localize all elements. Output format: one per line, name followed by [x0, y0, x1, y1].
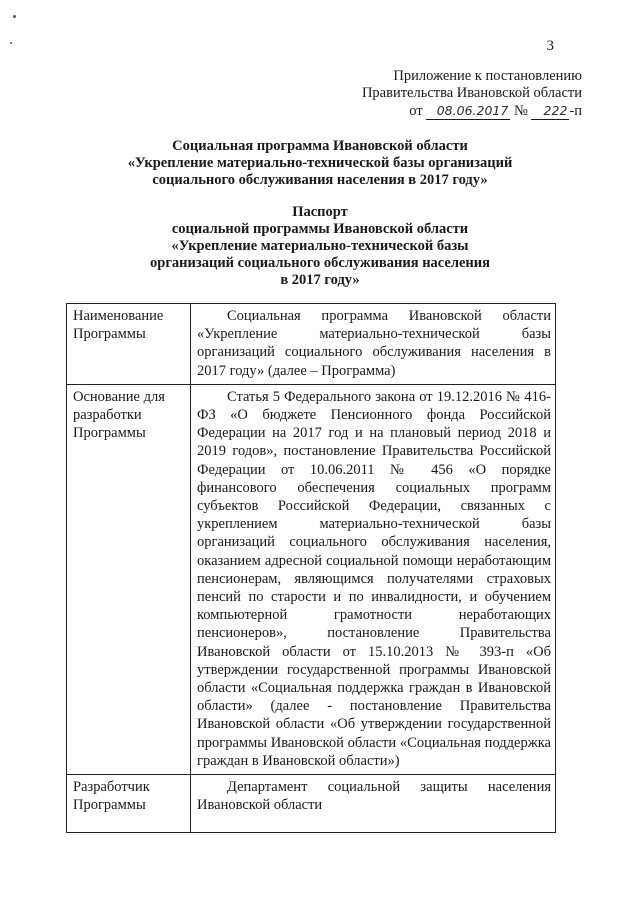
main-title: [0, 138, 640, 189]
passport-title-line-1: Паспорт: [292, 204, 348, 220]
number-suffix: -п: [569, 103, 582, 119]
table-row: [67, 775, 556, 833]
passport-title-line-2: социальной программы Ивановской области: [171, 221, 469, 237]
page-number: 3: [546, 38, 554, 54]
appendix-block: [362, 68, 582, 120]
appendix-date-line: [362, 102, 582, 120]
row-value: Социальная программа Ивановской области «Укрепление материально-технической базы организаций социального обслуживания населения в 2017 году» (далее – Программа): [191, 304, 556, 385]
table-row: [67, 384, 556, 774]
row-label: Наименование Программы: [67, 304, 191, 385]
main-title-line-1: Социальная программа Ивановской области: [172, 138, 468, 154]
handwritten-number: 222: [531, 102, 569, 120]
passport-title: [0, 204, 640, 289]
row-label: Разработчик Программы: [67, 775, 191, 833]
appendix-line-1: Приложение к постановлению: [393, 68, 582, 84]
row-label: Основание для разработки Программы: [67, 384, 191, 774]
scan-speck: [10, 42, 12, 44]
from-label: от: [409, 103, 423, 119]
scan-speck: [13, 15, 16, 18]
main-title-line-3: социального обслуживания населения в 2017 году»: [152, 172, 488, 188]
number-label: №: [513, 103, 528, 119]
passport-title-line-5: в 2017 году»: [280, 272, 360, 288]
main-title-line-2: «Укрепление материально-технической базы организаций: [127, 155, 513, 171]
passport-title-line-3: «Укрепление материально-технической базы: [171, 238, 469, 254]
appendix-line-2: Правительства Ивановской области: [361, 85, 582, 101]
table-row: [67, 304, 556, 385]
passport-title-line-4: организаций социального обслуживания населения: [150, 255, 490, 271]
row-value: Департамент социальной защиты населения Ивановской области: [191, 775, 556, 833]
passport-table: [66, 303, 556, 833]
row-value: Статья 5 Федерального закона от 19.12.2016 № 416-ФЗ «О бюджете Пенсионного фонда Российской Федерации на 2017 год и на плановый период 2018 и 2019 годов», постановление Правительства Российской Федерации от 10.06.2011 № 456 «О порядке финансового обеспечения социальных программ субъектов Российской Федерации, связанных с укреплением материально-технической базы организаций социального обслуживания населения, оказанием адресной социальной помощи неработающим пенсионерам, являющимся получателями страховых пенсий по старости и по инвалидности, и обучением компьютерной грамотности неработающих пенсионеров», постановление Правительства Ивановской области от 15.10.2013 № 393-п «Об утверждении государственной программы Ивановской области «Социальная поддержка граждан в Ивановской области» (далее - постановление Правительства Ивановской области «Об утверждении государственной программы Ивановской области «Социальная поддержка граждан в Ивановской области»): [191, 384, 556, 774]
handwritten-date: 08.06.2017: [426, 102, 510, 120]
